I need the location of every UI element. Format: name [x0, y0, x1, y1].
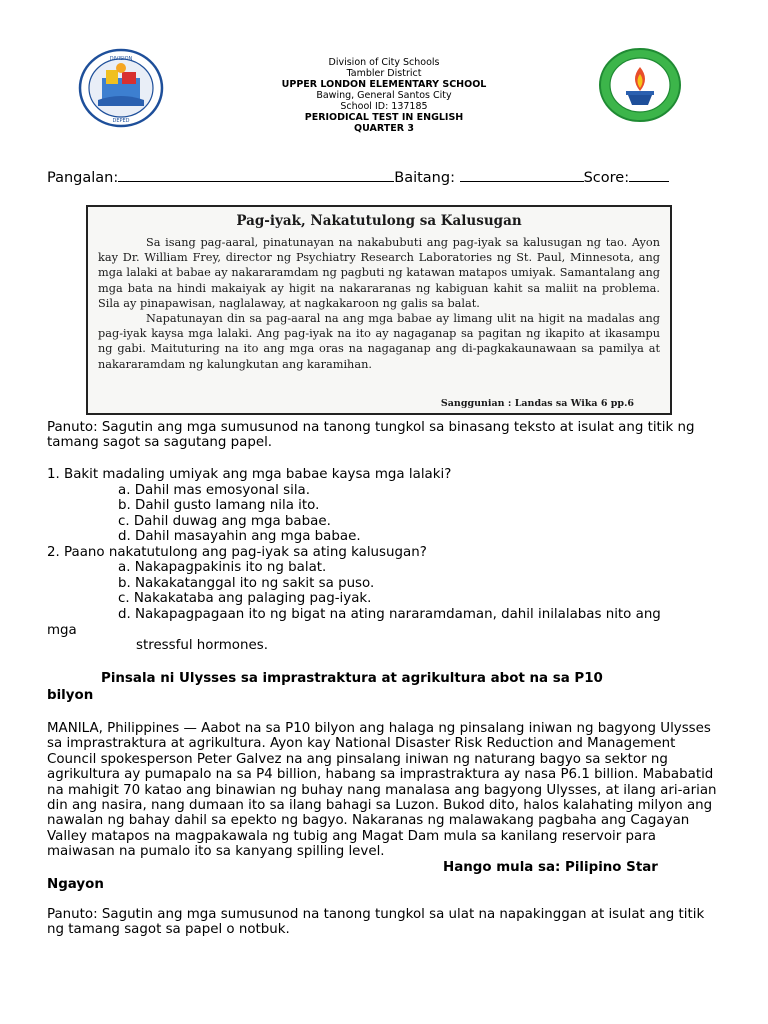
q2-option-d-wrap: mga [47, 623, 77, 638]
school-seal-icon [598, 47, 682, 127]
svg-text:DEPED: DEPED [112, 118, 130, 124]
passage-body [98, 235, 660, 372]
svg-text:DIVISION: DIVISION [109, 56, 133, 62]
score-label: Score: [583, 170, 630, 186]
q2-option-a: a. Nakapagpakinis ito ng balat. [118, 560, 327, 575]
grade-label: Baitang: [394, 170, 460, 186]
school-header [200, 57, 568, 134]
article-source: Hango mula sa: Pilipino Star [443, 860, 658, 875]
header-school-name: UPPER LONDON ELEMENTARY SCHOOL [281, 79, 487, 90]
question-2: 2. Paano nakatutulong ang pag-iyak sa ating kalusugan? [47, 545, 427, 560]
passage-title: Pag-iyak, Nakatutulong sa Kalusugan [236, 213, 522, 229]
instructions-1: Panuto: Sagutin ang mga sumusunod na tanong tungkol sa binasang teksto at isulat ang titik ng tamang sagot sa sagutang papel. [47, 420, 695, 451]
reading-passage-box [86, 205, 672, 415]
question-1: 1. Bakit madaling umiyak ang mga babae kaysa mga lalaki? [47, 467, 452, 482]
header-quarter: QUARTER 3 [354, 123, 414, 134]
name-label: Pangalan: [47, 170, 119, 186]
article-body: MANILA, Philippines — Aabot na sa P10 bilyon ang halaga ng pinsalang iniwan ng bagyong Ulysses sa imprastraktura at agrikultura. Ayon kay National Disaster Risk Reduction and Management Council spokesperson Peter Galvez na ang pinsalang iniwan ng naturang bagyo sa sektor ng agrikultura ay pumapalo na sa P4 billion, habang sa imprastraktura ay nasa P6.1 billion. Mababatid na mahigit 70 katao ang binawian ng buhay nang manalasa ang bagyong Ulysses, at ilang ari-arian din ang nasira, nang dumaan ito sa ilang bahagi sa Luzon. Bukod dito, halos kalahating milyon ang nawalan ng bahay dahil sa epekto ng bagyo. Nakaranas ng malawakang pagbaha ang Cagayan Valley matapos na magpakawala ng tubig ang Magat Dam mula sa kanilang reservoir para maiwasan na pumalo ito sa kanyang spilling level. [47, 721, 717, 860]
passage-paragraph-1: Sa isang pag-aaral, pinatunayan na nakabubuti ang pag-iyak sa kalusugan ng tao. Ayon kay Dr. William Frey, director ng Psychiatry Research Laboratories ng St. Paul, Minnesota, ang mga lalaki at babae ay nakararamdam ng pagbuti ng katawan matapos umiyak. Samantalang ang mga bata na hindi makaiyak ay higit na nakararanas ng kabiguan kahit sa maliit na problema. Sila ay pinapawisan, naglalaway, at nagkakaroon ng galis sa balat. [98, 236, 660, 310]
article-headline-cont: bilyon [47, 688, 94, 703]
name-blank [118, 167, 394, 182]
score-blank [629, 167, 669, 182]
q2-option-b: b. Nakakatanggal ito ng sakit sa puso. [118, 576, 375, 591]
instructions-2: Panuto: Sagutin ang mga sumusunod na tanong tungkol sa ulat na napakinggan at isulat ang titik ng tamang sagot sa papel o notbuk. [47, 907, 705, 938]
grade-blank [460, 167, 584, 182]
article-headline: Pinsala ni Ulysses sa imprastraktura at agrikultura abot na sa P10 [101, 671, 603, 686]
header-test-title: PERIODICAL TEST IN ENGLISH [304, 112, 464, 123]
q1-option-c: c. Dahil duwag ang mga babae. [118, 514, 331, 529]
q2-option-d-cont: stressful hormones. [136, 638, 268, 653]
header-division: Division of City Schools [328, 57, 440, 68]
q1-option-b: b. Dahil gusto lamang nila ito. [118, 498, 320, 513]
header-address: Bawing, General Santos City [316, 90, 452, 101]
deped-seal-icon [78, 48, 164, 132]
passage-paragraph-2: Napatunayan din sa pag-aaral na ang mga babae ay limang ulit na higit na madalas ang pag-iyak kaysa mga lalaki. Ang pag-iyak na ito ay nagaganap sa pagitan ng ikapito at ikasampu ng gabi. Maituturing na ito ang mga oras na nagaganap ang di-pagkakaunawaan sa pamilya at nakararamdam ng kalungkutan ang karamihan. [98, 312, 660, 371]
q2-option-d: d. Nakapagpagaan ito ng bigat na ating nararamdaman, dahil inilalabas nito ang [118, 607, 661, 622]
header-district: Tambler District [346, 68, 422, 79]
q2-option-c: c. Nakakataba ang palaging pag-iyak. [118, 591, 372, 606]
article-source-cont: Ngayon [47, 877, 104, 892]
q1-option-d: d. Dahil masayahin ang mga babae. [118, 529, 361, 544]
header-school-id: School ID: 137185 [340, 101, 428, 112]
passage-source: Sanggunian : Landas sa Wika 6 pp.6 [440, 397, 634, 409]
q1-option-a: a. Dahil mas emosyonal sila. [118, 483, 311, 498]
student-info-line [47, 167, 669, 186]
